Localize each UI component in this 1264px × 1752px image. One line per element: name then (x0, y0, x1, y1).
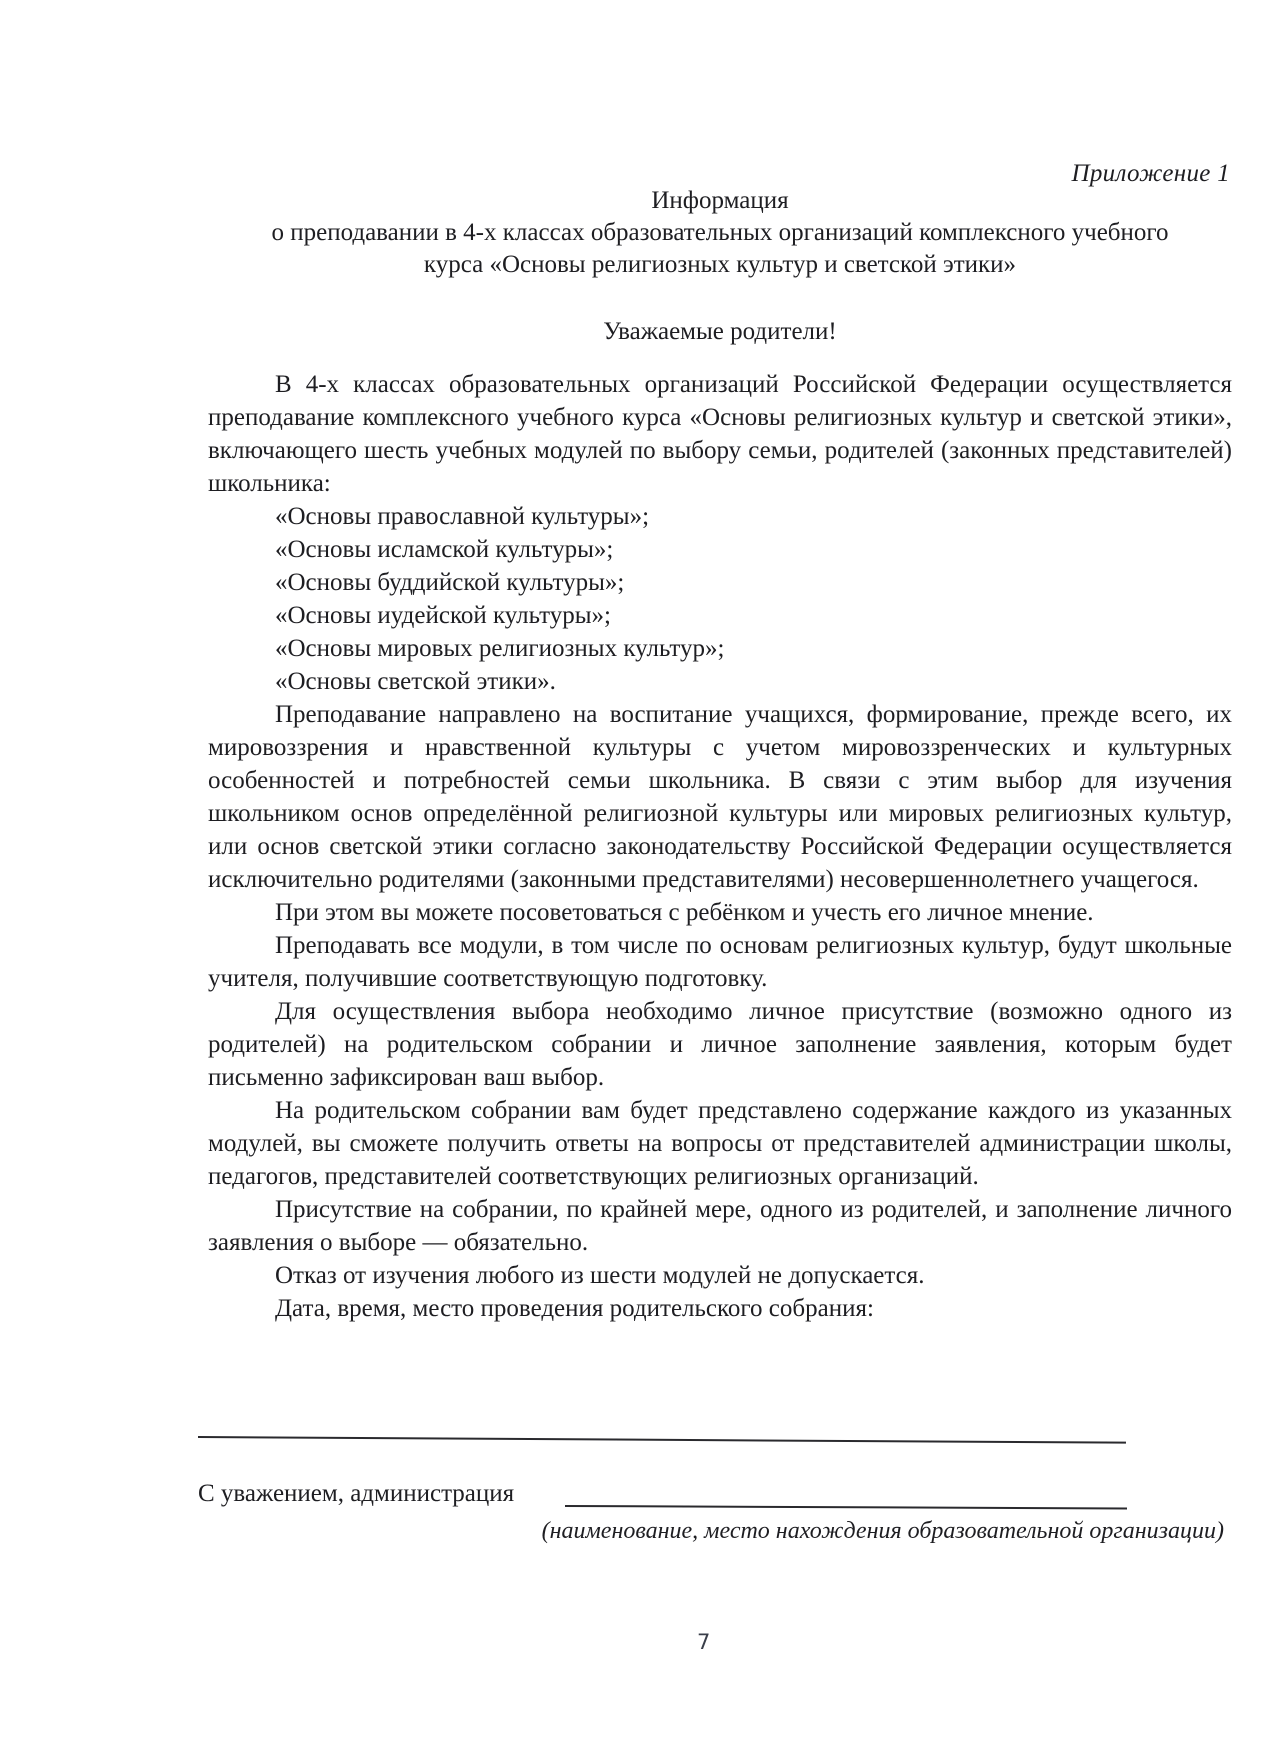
document-header (200, 185, 1240, 281)
document-subtitle-line-1: о преподавании в 4-х классах образовательных организаций комплексного учебного (271, 219, 1169, 246)
paragraph-attendance-required: Присутствие на собрании, по крайней мере, одного из родителей, и заполнение личного заявления о выборе — обязательно. (208, 1196, 1232, 1256)
signature-text: С уважением, администрация (198, 1480, 515, 1507)
paragraph-teachers: Преподавать все модули, в том числе по основам религиозных культур, будут школьные учителя, получившие соответствующую подготовку. (208, 932, 1232, 992)
administration-name-blank-line (565, 1505, 1127, 1509)
document-subtitle-line-2: курса «Основы религиозных культур и светской этики» (423, 251, 1017, 278)
document-body (208, 368, 1232, 1325)
page-number: 7 (697, 1630, 711, 1654)
module-item: «Основы исламской культуры»; (275, 536, 614, 563)
module-list (208, 500, 1232, 698)
paragraph-consult-child: При этом вы можете посоветоваться с ребёнком и учесть его личное мнение. (275, 899, 1094, 926)
module-item: «Основы светской этики». (275, 668, 556, 695)
paragraph-choice-procedure: Для осуществления выбора необходимо личное присутствие (возможно одного из родителей) на родительском собрании и личное заполнение заявления, которым будет письменно зафиксирован ваш выбор. (208, 998, 1232, 1091)
module-item: «Основы иудейской культуры»; (275, 602, 611, 629)
annex-label: Приложение 1 (1071, 160, 1230, 187)
module-item: «Основы буддийской культуры»; (275, 569, 625, 596)
paragraph-meeting-content: На родительском собрании вам будет представлено содержание каждого из указанных модулей, вы сможете получить ответы на вопросы от представителей администрации школы, педагогов, представителей соответствующих религиозных организаций. (208, 1097, 1232, 1190)
paragraph-no-refusal: Отказ от изучения любого из шести модулей не допускается. (275, 1262, 925, 1289)
meeting-details-blank-line (198, 1436, 1126, 1444)
paragraph-meeting-details-label: Дата, время, место проведения родительского собрания: (275, 1295, 874, 1322)
module-item: «Основы православной культуры»; (275, 503, 650, 530)
intro-paragraph: В 4-х классах образовательных организаций Российской Федерации осуществляется преподавание комплексного учебного курса «Основы религиозных культур и светской этики», включающего шесть учебных модулей по выбору семьи, родителей (законных представителей) школьника: (208, 371, 1232, 497)
paragraph-purpose: Преподавание направлено на воспитание учащихся, формирование, прежде всего, их мировоззрения и нравственной культуры с учетом мировоззренческих и культурных особенностей и потребностей семьи школьника. В связи с этим выбор для изучения школьником основ определённой религиозной культуры или мировых религиозных культур, или основ светской этики согласно законодательству Российской Федерации осуществляется исключительно родителями (законными представителями) несовершеннолетнего учащегося. (208, 701, 1232, 893)
document-title: Информация (651, 187, 789, 214)
signature-caption: (наименование, место нахождения образовательной организации) (541, 1518, 1224, 1544)
greeting: Уважаемые родители! (603, 318, 837, 345)
module-item: «Основы мировых религиозных культур»; (275, 635, 725, 662)
